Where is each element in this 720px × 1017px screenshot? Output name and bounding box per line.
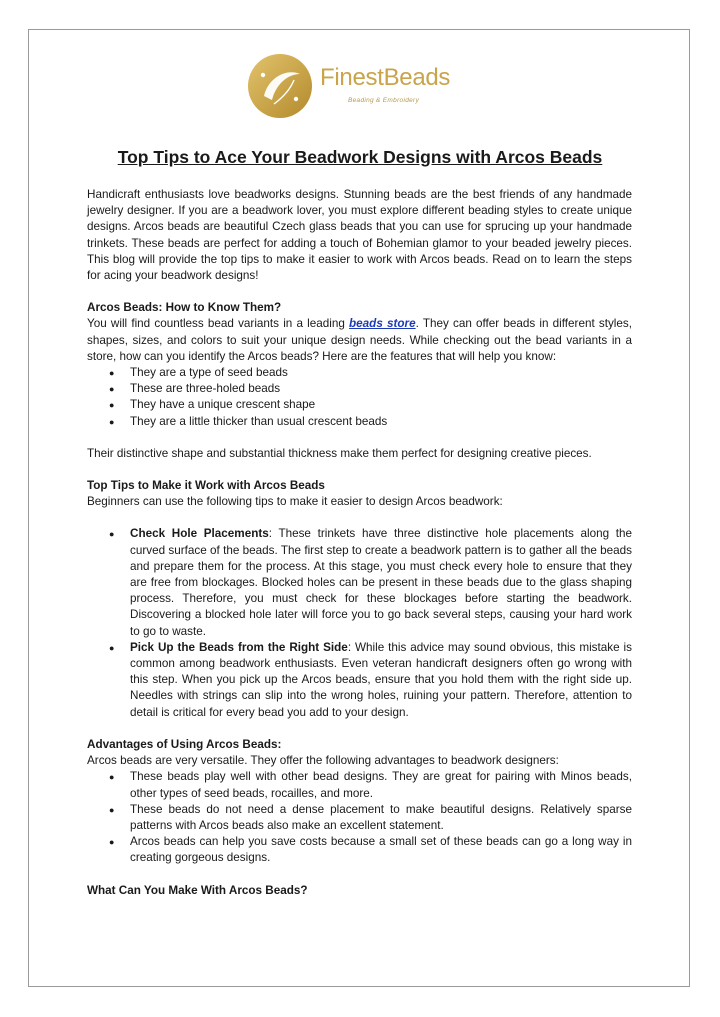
intro-paragraph: Handicraft enthusiasts love beadworks designs. Stunning beads are the best friends of any handmade jewelry designer. If you are a beadwork lover, you must explore different beading styles to create unique designs. Arcos beads are beautiful Czech glass beads that you can use for sprucing up your handmade trinkets. These beads are perfect for adding a touch of Bohemian glamor to your beaded jewelry pieces. This blog will provide the top tips to make it easier to work with Arcos beads. Read on to learn the steps for acing your beadwork designs! (87, 188, 632, 283)
list-item: ● These beads play well with other bead designs. They are great for pairing with Minos beads, other types of seed beads, rocailles, and more. (87, 769, 632, 801)
section-heading-tips: Top Tips to Make it Work with Arcos Beads (87, 479, 325, 493)
list-item: ● These beads do not need a dense placement to make beautiful designs. Relatively sparse patterns with Arcos beads also make an excellent statement. (87, 802, 632, 834)
brand-name: FinestBeads (320, 64, 451, 91)
features-list (87, 365, 632, 430)
advantages-intro: Arcos beads are very versatile. They offer the following advantages to beadwork designers: (87, 754, 559, 768)
features-closing: Their distinctive shape and substantial thickness make them perfect for designing creative pieces. (87, 446, 592, 460)
list-item: ● Pick Up the Beads from the Right Side: While this advice may sound obvious, this mistake is common among beadwork enthusiasts. Even veteran handicraft designers often go wrong with this step. When you pick up the Arcos beads, ensure that you hold them with the right side up. Needles with strings can slip into the wrong holes, ruining your pattern. Therefore, attention to detail is critical for every bead you add to your design. (87, 640, 632, 721)
tips-intro: Beginners can use the following tips to make it easier to design Arcos beadwork: (87, 495, 503, 509)
section-heading-make: What Can You Make With Arcos Beads? (87, 883, 308, 897)
article-body (87, 187, 632, 899)
list-item: ● These are three-holed beads (87, 381, 632, 397)
list-item: ● They are a little thicker than usual crescent beads (87, 414, 632, 430)
know-paragraph: You will find countless bead variants in a leading beads store. They can offer beads in different styles, shapes, sizes, and colors to suit your unique design needs. While checking out the bead variants in a store, how can you identify the Arcos beads? Here are the features that will help you know: (87, 317, 632, 363)
crescent-bead-logo-icon (246, 52, 314, 120)
brand-logo[interactable] (246, 52, 456, 122)
advantages-list (87, 769, 632, 866)
section-heading-advantages: Advantages of Using Arcos Beads: (87, 737, 282, 751)
section-heading-know: Arcos Beads: How to Know Them? (87, 301, 282, 315)
brand-tagline: Beading & Embroidery (348, 97, 420, 104)
list-item: ● They have a unique crescent shape (87, 397, 632, 413)
list-item: ● Arcos beads can help you save costs because a small set of these beads can go a long way in creating gorgeous designs. (87, 834, 632, 866)
list-item: ● They are a type of seed beads (87, 365, 632, 381)
beads-store-link[interactable]: beads store (349, 317, 416, 331)
page-title: Top Tips to Ace Your Beadwork Designs with Arcos Beads (117, 147, 603, 167)
tips-list (87, 526, 632, 720)
list-item: ● Check Hole Placements: These trinkets have three distinctive hole placements along the curved surface of the beads. The first step to create a beadwork pattern is to gather all the beads and prepare them for the process. At this stage, you must check every hole to ensure that they are free from blockages. Blocked holes can be present in these beads due to the glass shaping process. Therefore, you must check for these blockages before starting the beadwork. Discovering a blocked hole later will force you to go back several steps, causing your hard work to go to waste. (87, 526, 632, 639)
